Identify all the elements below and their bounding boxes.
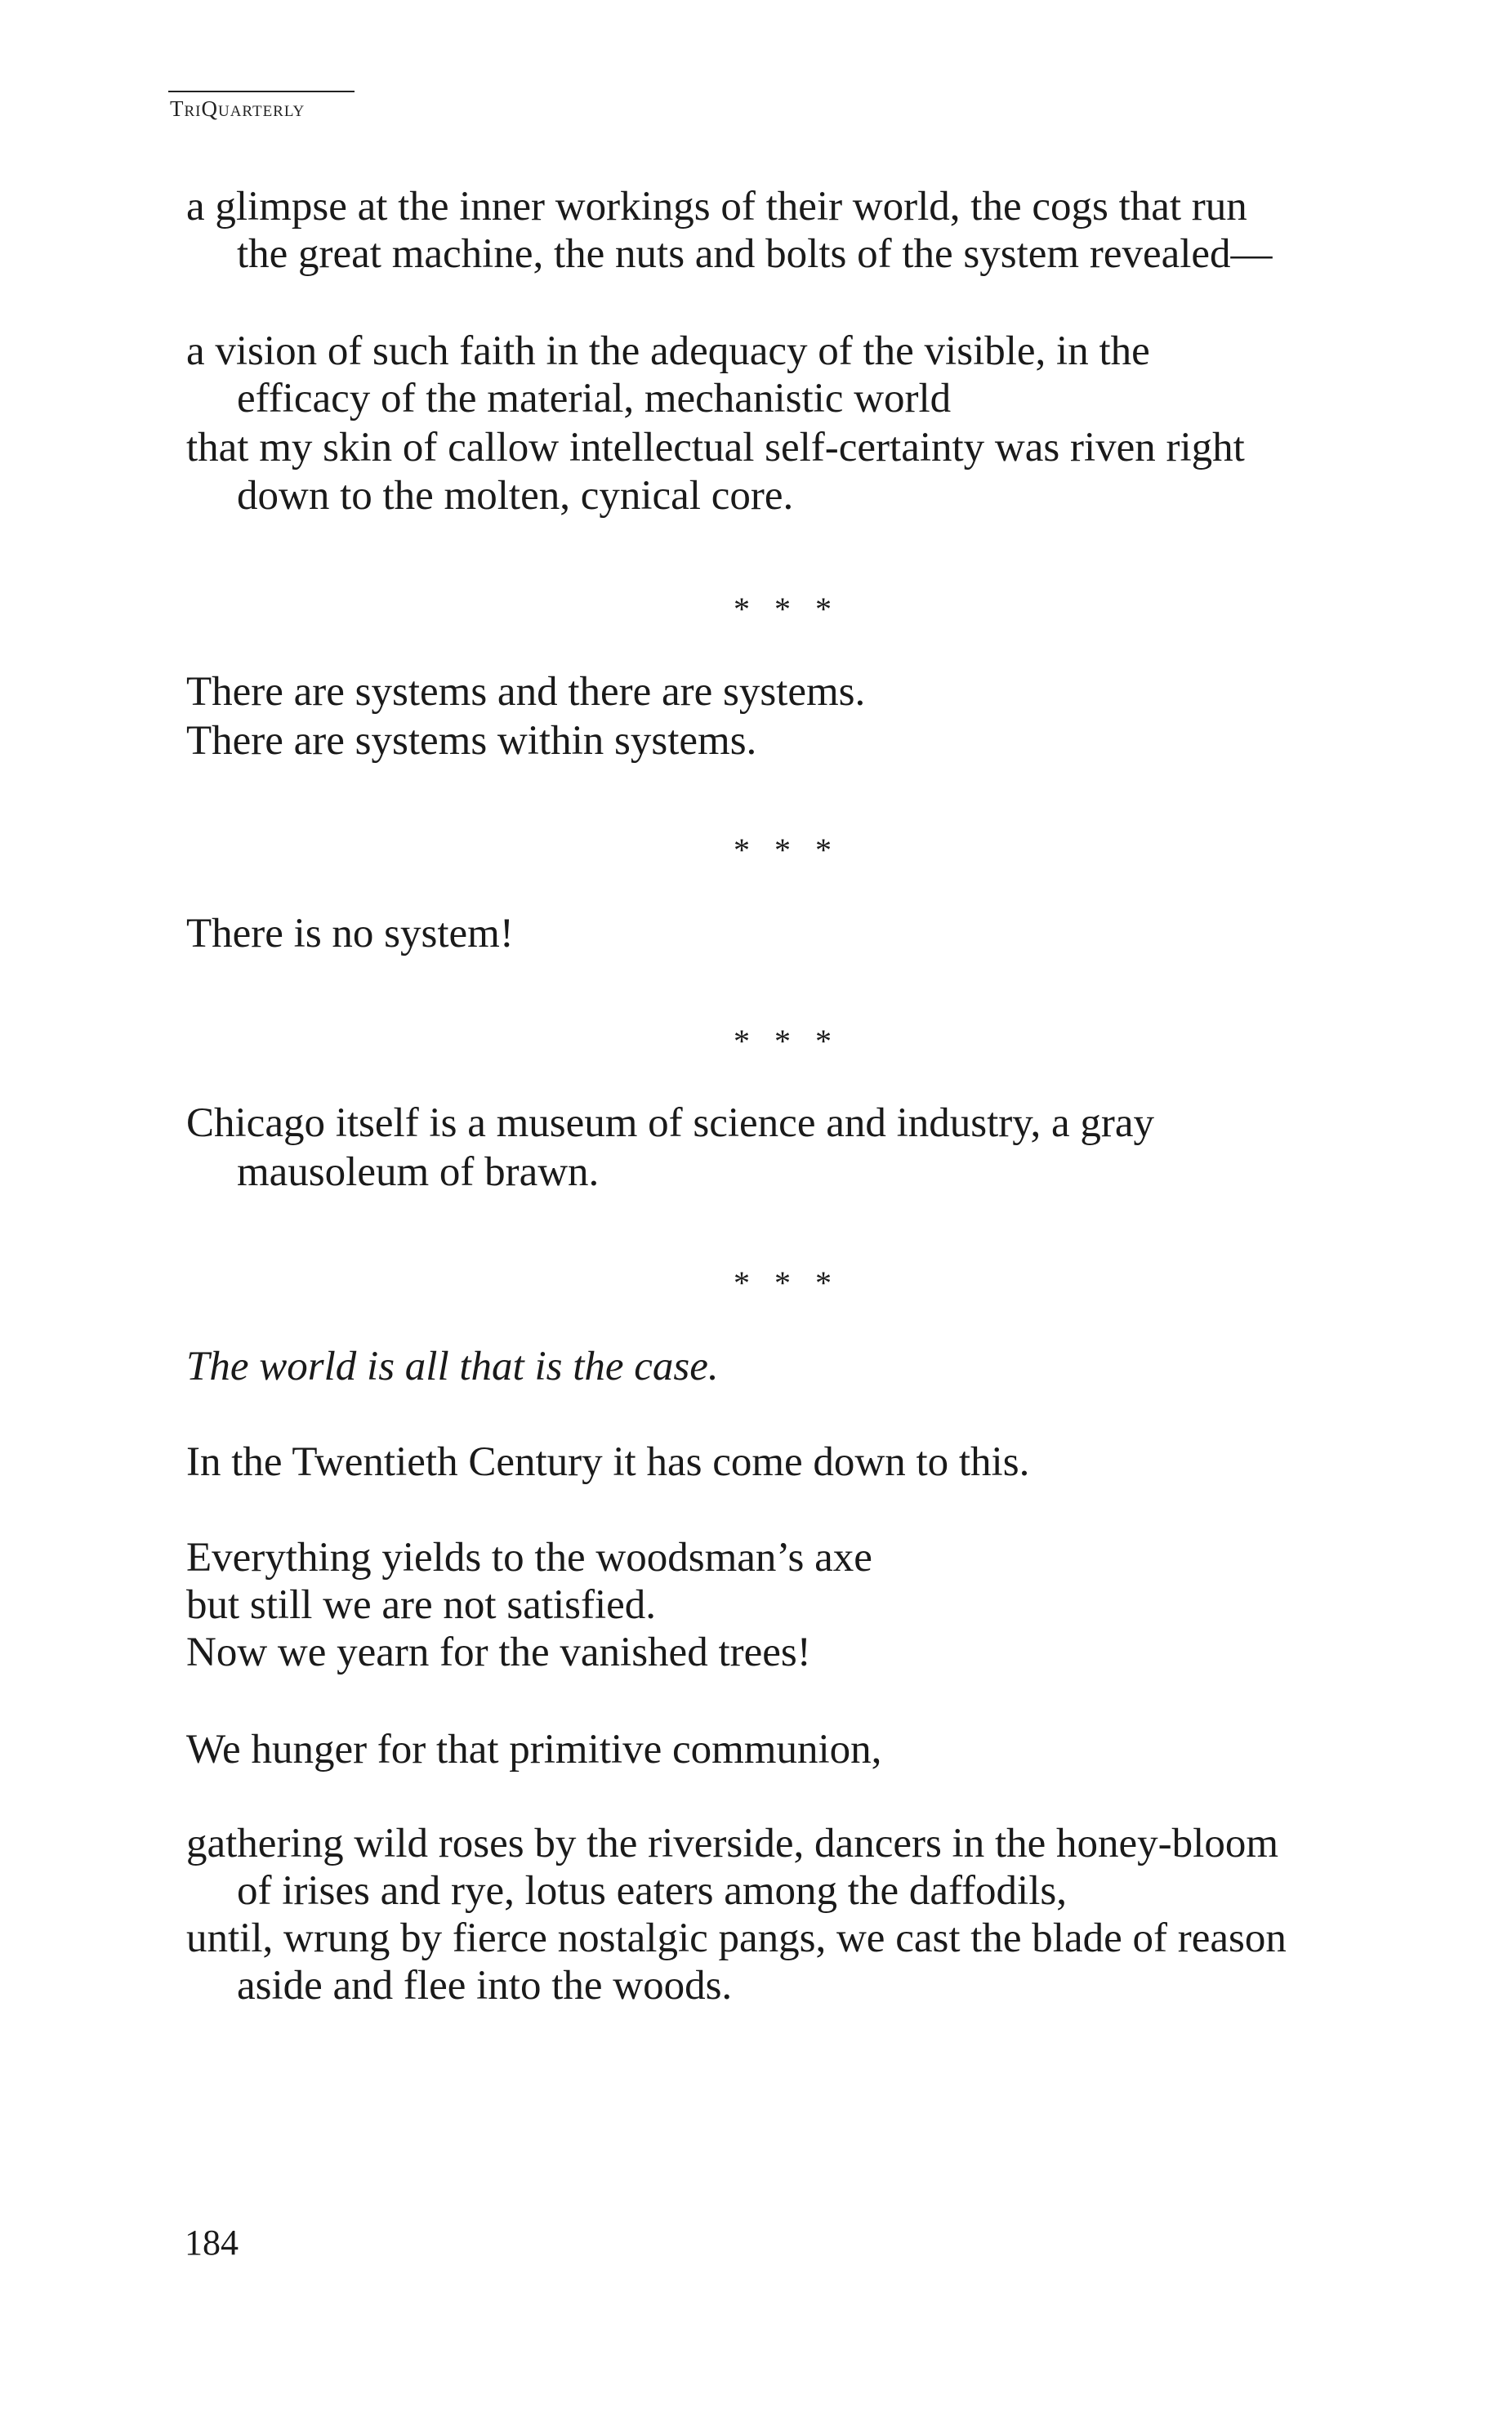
section-separator: * * * <box>734 832 840 868</box>
poem-line: There are systems within systems. <box>186 718 757 764</box>
poem-line: until, wrung by fierce nostalgic pangs, we cast the blade of reason <box>186 1915 1287 1961</box>
poem-line: In the Twentieth Century it has come down to this. <box>186 1439 1030 1485</box>
poem-line: down to the molten, cynical core. <box>237 473 794 519</box>
page-number: 184 <box>185 2223 239 2263</box>
running-head-rule <box>168 91 355 92</box>
poem-line: of irises and rye, lotus eaters among the daffodils, <box>237 1868 1067 1914</box>
poem-line: the great machine, the nuts and bolts of the system revealed— <box>237 231 1273 277</box>
poem-line: a vision of such faith in the adequacy of the visible, in the <box>186 328 1150 374</box>
poem-line-italic: The world is all that is the case. <box>186 1344 719 1389</box>
poem-line: efficacy of the material, mechanistic world <box>237 376 952 421</box>
section-separator: * * * <box>734 1023 840 1059</box>
poem-line: Now we yearn for the vanished trees! <box>186 1630 811 1675</box>
poem-line: gathering wild roses by the riverside, dancers in the honey-bloom <box>186 1821 1278 1866</box>
running-head: TriQuarterly <box>170 96 306 121</box>
poem-line: aside and flee into the woods. <box>237 1963 733 2009</box>
poem-line: Everything yields to the woodsman’s axe <box>186 1535 872 1581</box>
poem-line: We hunger for that primitive communion, <box>186 1727 882 1773</box>
poem-line: a glimpse at the inner workings of their world, the cogs that run <box>186 184 1247 230</box>
poem-line: mausoleum of brawn. <box>237 1149 600 1195</box>
poem-line: Chicago itself is a museum of science and industry, a gray <box>186 1100 1154 1146</box>
section-separator: * * * <box>734 1264 840 1301</box>
poem-line: that my skin of callow intellectual self-certainty was riven right <box>186 425 1245 470</box>
poem-line: There are systems and there are systems. <box>186 669 866 715</box>
poem-line: There is no system! <box>186 911 514 957</box>
section-separator: * * * <box>734 591 840 627</box>
poem-line: but still we are not satisfied. <box>186 1582 657 1628</box>
